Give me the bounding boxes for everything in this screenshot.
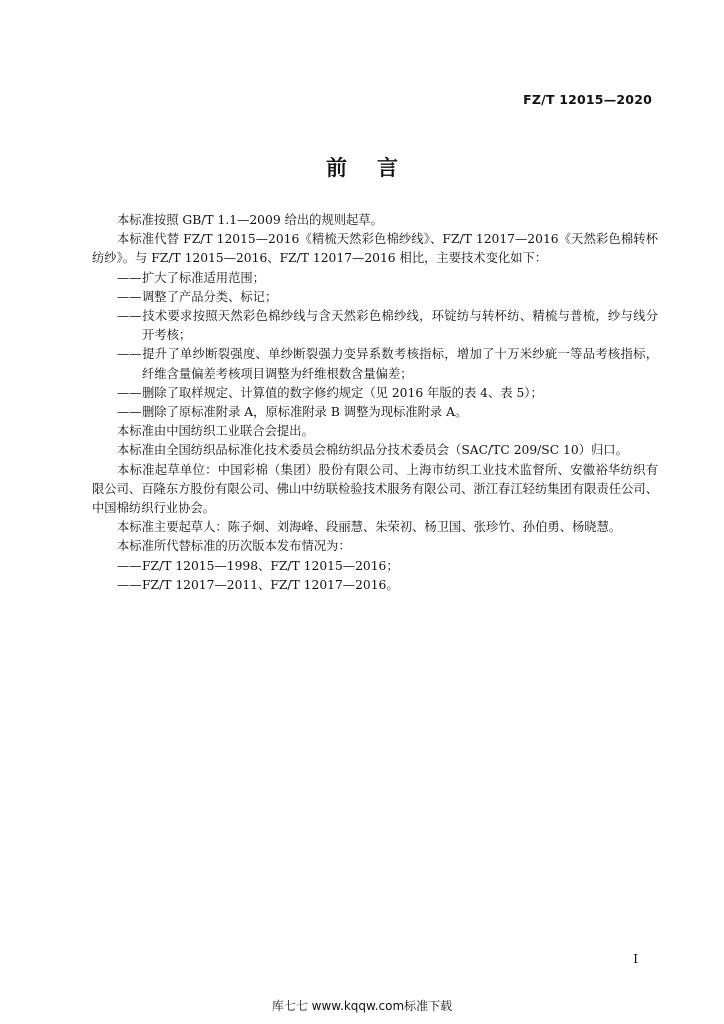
change-item	[92, 269, 658, 288]
change-text: 调整了产品分类、标记；	[142, 289, 278, 304]
change-text: 删除了取样规定、计算值的数字修约规定（见 2016 年版的表 4、表 5）；	[142, 385, 543, 400]
intro-paragraph: 本标准代替 FZ/T 12015—2016《精梳天然彩色棉纱线》、FZ/T 12017—2016《天然彩色棉转杯纺纱》。与 FZ/T 12015—2016、FZ/T 12017—2016 相比，主要技术变化如下：	[92, 232, 658, 266]
statement-paragraph: 本标准由全国纺织品标准化技术委员会棉纺织品分技术委员会（SAC/TC 209/SC 10）归口。	[117, 443, 628, 458]
intro-paragraph: 本标准按照 GB/T 1.1—2009 给出的规则起草。	[117, 213, 383, 227]
change-item	[92, 345, 658, 383]
dash-marker: ——	[117, 347, 142, 362]
change-item	[92, 384, 658, 403]
dash-marker: ——	[117, 309, 142, 324]
dash-marker: ——	[117, 405, 142, 420]
history-text: FZ/T 12017—2011、FZ/T 12017—2016。	[142, 577, 399, 592]
change-item	[92, 307, 658, 345]
dash-marker: ——	[117, 385, 142, 400]
history-item	[92, 557, 658, 576]
footer-watermark: 库七七 www.kqqw.com标准下载	[271, 999, 453, 1013]
history-intro-paragraph: 本标准所代替标准的历次版本发布情况为：	[117, 539, 351, 554]
page-title: 前言	[326, 156, 428, 180]
standard-code: FZ/T 12015—2020	[523, 92, 652, 107]
statement-paragraph: 本标准由中国纺织工业联合会提出。	[117, 424, 314, 439]
drafters-paragraph: 本标准主要起草人：陈子炯、刘海峰、段丽慧、朱荣初、杨卫国、张珍竹、孙伯勇、杨晓慧。	[117, 520, 622, 535]
change-item	[92, 288, 658, 307]
change-text: 删除了原标准附录 A，原标准附录 B 调整为现标准附录 A。	[142, 405, 468, 420]
change-item	[92, 403, 658, 422]
page-number: I	[633, 952, 638, 966]
dash-marker: ——	[117, 577, 142, 592]
foreword-body	[92, 211, 658, 595]
dash-marker: ——	[117, 270, 142, 285]
history-item	[92, 576, 658, 595]
change-text: 扩大了标准适用范围；	[142, 270, 265, 285]
dash-marker: ——	[117, 289, 142, 304]
change-text: 提升了单纱断裂强度、单纱断裂强力变异系数考核指标，增加了十万米纱疵一等品考核指标，纤维含量偏差考核项目调整为纤维根数含量偏差；	[142, 347, 658, 381]
history-text: FZ/T 12015—1998、FZ/T 12015—2016；	[142, 558, 399, 573]
change-text: 技术要求按照天然彩色棉纱线与含天然彩色棉纱线，环锭纺与转杯纺、精梳与普梳，纱与线分开考核；	[142, 309, 658, 343]
drafting-units-paragraph: 本标准起草单位：中国彩棉（集团）股份有限公司、上海市纺织工业技术监督所、安徽裕华纺织有限公司、百隆东方股份有限公司、佛山中纺联检验技术服务有限公司、浙江春江轻纺集团有限责任公司、中国棉纺织行业协会。	[92, 462, 658, 516]
dash-marker: ——	[117, 558, 142, 573]
